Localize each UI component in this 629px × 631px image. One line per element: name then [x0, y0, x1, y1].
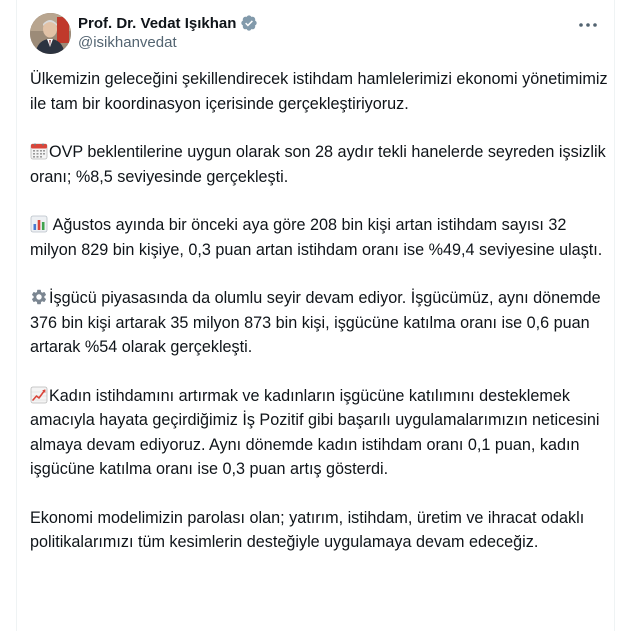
verified-badge-icon[interactable] — [240, 14, 258, 32]
tweet-paragraph-employment — [30, 213, 610, 262]
trend-up-icon — [30, 386, 48, 404]
tweet-header — [30, 0, 613, 68]
bar-chart-icon — [30, 215, 48, 233]
paragraph-text: Ülkemizin geleceğini şekillendirecek istihdam hamlelerimizi ekonomi yönetimimiz ile tam bir koordinasyon içerisinde gerçekleştiriyoruz. — [30, 70, 608, 113]
author-handle[interactable]: @isikhanvedat — [78, 34, 177, 51]
tweet-paragraph-labor-force — [30, 286, 610, 360]
avatar[interactable] — [30, 13, 71, 54]
paragraph-text: Ağustos ayında bir önceki aya göre 208 bin kişi artan istihdam sayısı 32 milyon 829 bin kişiye, 0,3 puan artan istihdam oranı ise %49,4 seviyesine ulaştı. — [30, 216, 603, 259]
tweet-paragraph-women-employment — [30, 384, 610, 482]
gear-icon — [30, 288, 48, 306]
author-identity — [78, 13, 258, 51]
name-row — [78, 13, 258, 33]
calendar-icon — [30, 142, 48, 160]
tweet-paragraph-closing — [30, 506, 610, 555]
more-options-icon[interactable] — [577, 14, 599, 36]
paragraph-text: OVP beklentilerine uygun olarak son 28 aydır tekli hanelerde seyreden işsizlik oranı; %8,5 seviyesinde gerçekleşti. — [30, 143, 606, 186]
author-name[interactable]: Prof. Dr. Vedat Işıkhan — [78, 14, 237, 32]
paragraph-text: Ekonomi modelimizin parolası olan; yatırım, istihdam, üretim ve ihracat odaklı politikalarımızı tüm kesimlerin desteğiyle uygulamaya devam edeceğiz. — [30, 508, 585, 551]
paragraph-text: Kadın istihdamını artırmak ve kadınların işgücüne katılımını desteklemek amacıyla hayata geçirdiğimiz İş Pozitif gibi başarılı uygulamalarımızın neticesini almaya devam ediyoruz. Aynı dönemde kadın istihdam oranı 0,1 puan, kadın işgücüne katılma oranı ise 0,3 puan artış gösterdi. — [30, 386, 600, 478]
tweet-paragraph-intro — [30, 67, 610, 116]
paragraph-text: İşgücü piyasasında da olumlu seyir devam ediyor. İşgücümüz, aynı dönemde 376 bin kişi artarak 35 milyon 873 bin kişi, işgücüne katılma oranı ise 0,6 puan artarak %54 olarak gerçekleşti. — [30, 289, 601, 356]
tweet-text — [30, 67, 610, 579]
tweet-paragraph-unemployment — [30, 140, 610, 189]
